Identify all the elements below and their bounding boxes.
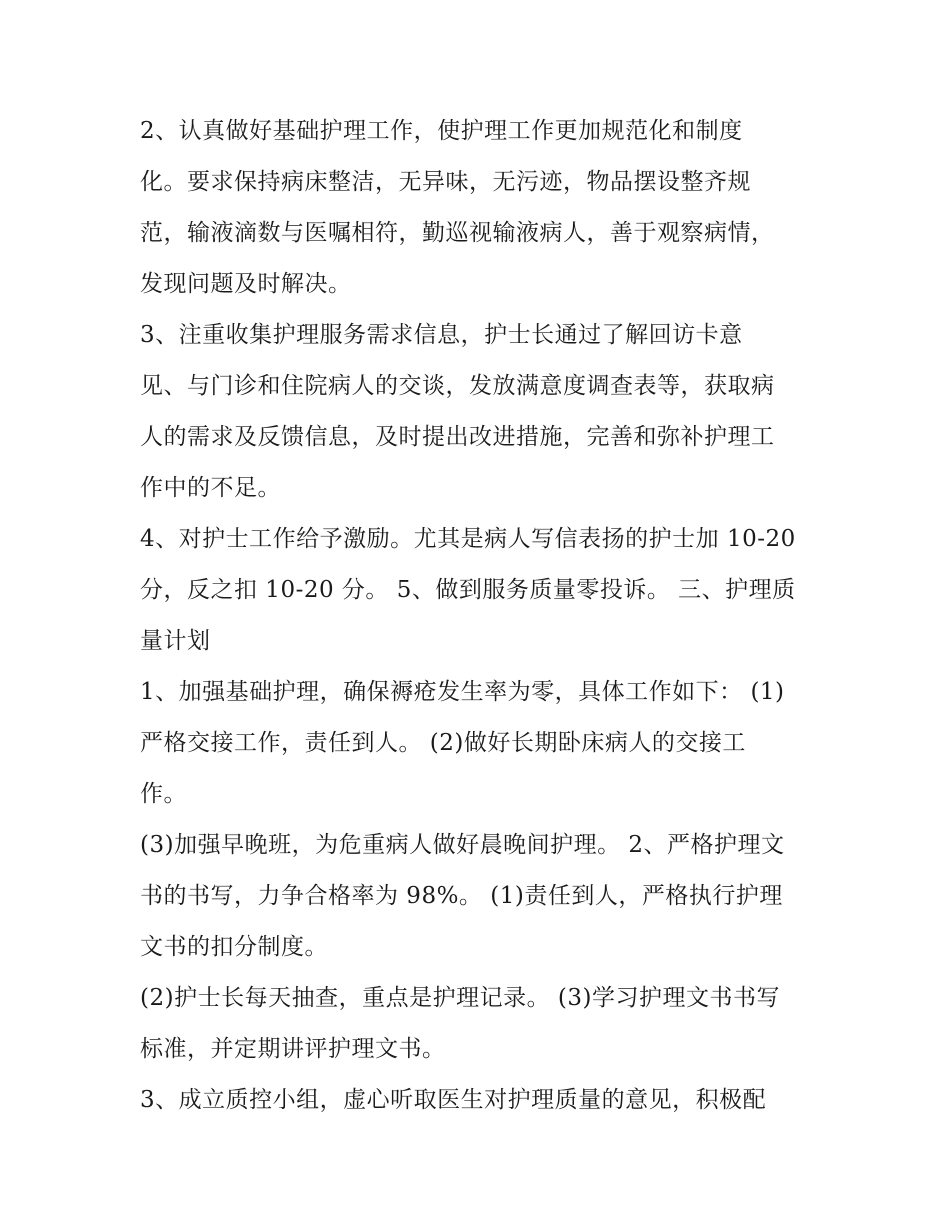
text-line: 发现问题及时解决。 [140,271,352,297]
text-line: (2)护士长每天抽查，重点是护理记录。 (3)学习护理文书书写 [140,985,780,1011]
text-line: 化。要求保持病床整洁，无异味，无污迹，物品摆设整齐规 [140,169,751,195]
text-line: 作。 [140,781,187,807]
text-line: 作中的不足。 [140,475,281,501]
text-line: 4、对护士工作给予激励。尤其是病人写信表扬的护士加 10-20 [140,526,796,552]
text-line: 书的书写，力争合格率为 98%。 (1)责任到人，严格执行护理 [140,883,783,909]
text-line: 3、注重收集护理服务需求信息，护士长通过了解回访卡意 [140,322,743,348]
text-line: 文书的扣分制度。 [140,934,328,960]
text-line: 2、认真做好基础护理工作，使护理工作更加规范化和制度 [140,118,743,144]
text-line: 量计划 [140,628,211,654]
text-line: 1、加强基础护理，确保褥疮发生率为零，具体工作如下： (1) [140,679,785,705]
text-line: 分，反之扣 10-20 分。 5、做到服务质量零投诉。 三、护理质 [140,577,796,603]
text-line: 严格交接工作，责任到人。 (2)做好长期卧床病人的交接工 [140,730,746,756]
text-line: 人的需求及反馈信息，及时提出改进措施，完善和弥补护理工 [140,424,775,450]
text-line: (3)加强早晚班，为危重病人做好晨晚间护理。 2、严格护理文 [140,832,785,858]
text-line: 标准，并定期讲评护理文书。 [140,1036,446,1062]
document-body [140,106,820,1126]
text-line: 范，输液滴数与医嘱相符，勤巡视输液病人，善于观察病情， [140,220,775,246]
text-line: 见、与门诊和住院病人的交谈，发放满意度调查表等，获取病 [140,373,775,399]
text-line: 3、成立质控小组，虚心听取医生对护理质量的意见，积极配 [140,1087,767,1113]
